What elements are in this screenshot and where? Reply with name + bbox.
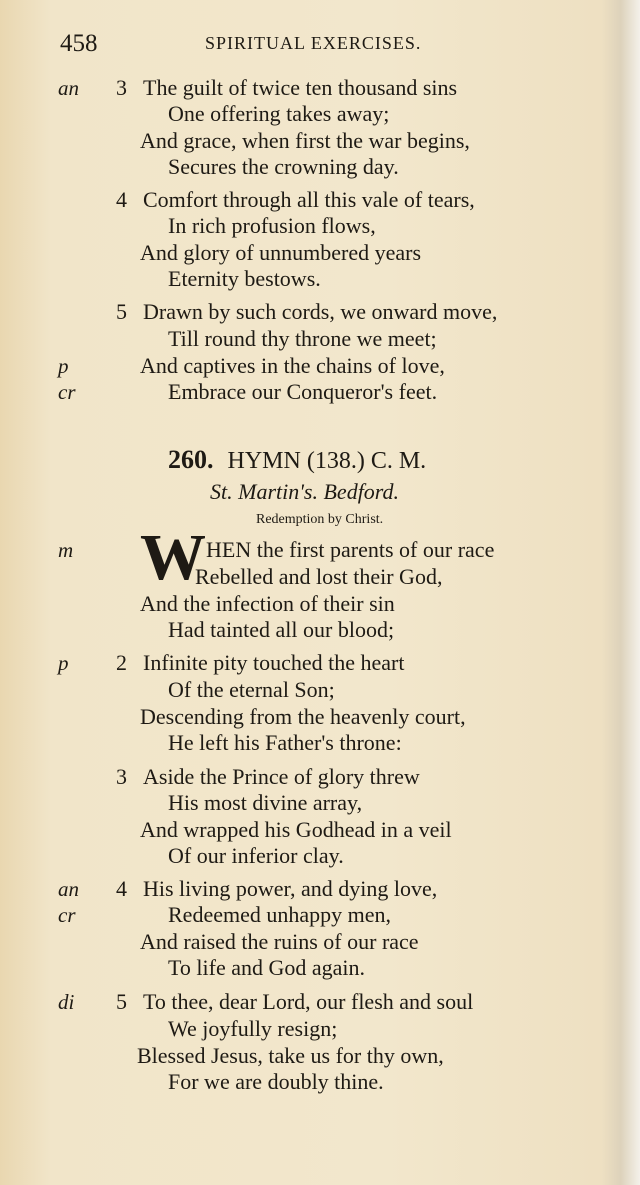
verse-line: Of the eternal Son; xyxy=(168,677,335,702)
page-number: 458 xyxy=(60,30,98,57)
verse-line: Of our inferior clay. xyxy=(168,843,344,868)
verse-line: One offering takes away; xyxy=(168,101,390,126)
verse-line: To thee, dear Lord, our flesh and soul xyxy=(143,989,474,1014)
verse-line: Infinite pity touched the heart xyxy=(143,650,405,675)
verse-line: Had tainted all our blood; xyxy=(168,617,395,642)
verse-line: Embrace our Conqueror's feet. xyxy=(168,379,438,404)
verse-line: And the infection of their sin xyxy=(140,591,395,616)
dynamic-marking: p xyxy=(58,651,69,675)
dynamic-marking: p xyxy=(58,354,69,378)
verse-line: In rich profusion flows, xyxy=(168,213,376,238)
verse-line: Rebelled and lost their God, xyxy=(195,564,443,589)
dynamic-marking: cr xyxy=(58,903,76,927)
verse-line: Drawn by such cords, we onward move, xyxy=(143,299,498,324)
drop-cap: W xyxy=(140,521,206,594)
dynamic-marking: an xyxy=(58,877,79,901)
verse-line: And raised the ruins of our race xyxy=(140,929,419,954)
dynamic-marking: di xyxy=(58,990,75,1014)
dynamic-marking: m xyxy=(58,538,74,562)
verse-line: Redeemed unhappy men, xyxy=(168,902,391,927)
hymn-meter: HYMN (138.) C. M. xyxy=(227,448,427,474)
hymn-heading xyxy=(168,445,426,475)
verse-line: Aside the Prince of glory threw xyxy=(143,764,420,789)
verse-number: 4 xyxy=(116,876,127,901)
dynamic-marking: cr xyxy=(58,380,76,404)
verse-line: He left his Father's throne: xyxy=(168,730,402,755)
hymn-number: 260. xyxy=(168,445,214,474)
running-title: SPIRITUAL EXERCISES. xyxy=(205,33,422,53)
verse-line: HEN the first parents of our race xyxy=(206,537,495,562)
tune-names: St. Martin's. Bedford. xyxy=(210,479,400,504)
verse-line: And glory of unnumbered years xyxy=(140,240,422,265)
verse-line: His living power, and dying love, xyxy=(143,876,438,901)
verse-line: Comfort through all this vale of tears, xyxy=(143,187,475,212)
verse-line: We joyfully resign; xyxy=(168,1016,338,1041)
verse-line: His most divine array, xyxy=(168,790,363,815)
verse-number: 3 xyxy=(116,764,127,789)
verse-line: Till round thy throne we meet; xyxy=(168,326,437,351)
hymn-subject: Redemption by Christ. xyxy=(256,512,384,527)
verse-number: 5 xyxy=(116,989,127,1014)
verse-number: 4 xyxy=(116,187,127,212)
verse-number: 5 xyxy=(116,299,127,324)
verse-number: 2 xyxy=(116,650,127,675)
verse-line: Descending from the heavenly court, xyxy=(140,704,466,729)
verse-line: For we are doubly thine. xyxy=(168,1069,384,1094)
verse-number: 3 xyxy=(116,75,127,100)
verse-line: Eternity bestows. xyxy=(168,266,321,291)
verse-line: To life and God again. xyxy=(168,955,366,980)
verse-line: Blessed Jesus, take us for thy own, xyxy=(137,1043,444,1068)
dynamic-marking: an xyxy=(58,76,79,100)
verse-line: Secures the crowning day. xyxy=(168,154,399,179)
verse-line: And captives in the chains of love, xyxy=(140,353,445,378)
verse-line: And wrapped his Godhead in a veil xyxy=(140,817,452,842)
verse-line: And grace, when first the war begins, xyxy=(140,128,470,153)
verse-line: The guilt of twice ten thousand sins xyxy=(143,75,458,100)
